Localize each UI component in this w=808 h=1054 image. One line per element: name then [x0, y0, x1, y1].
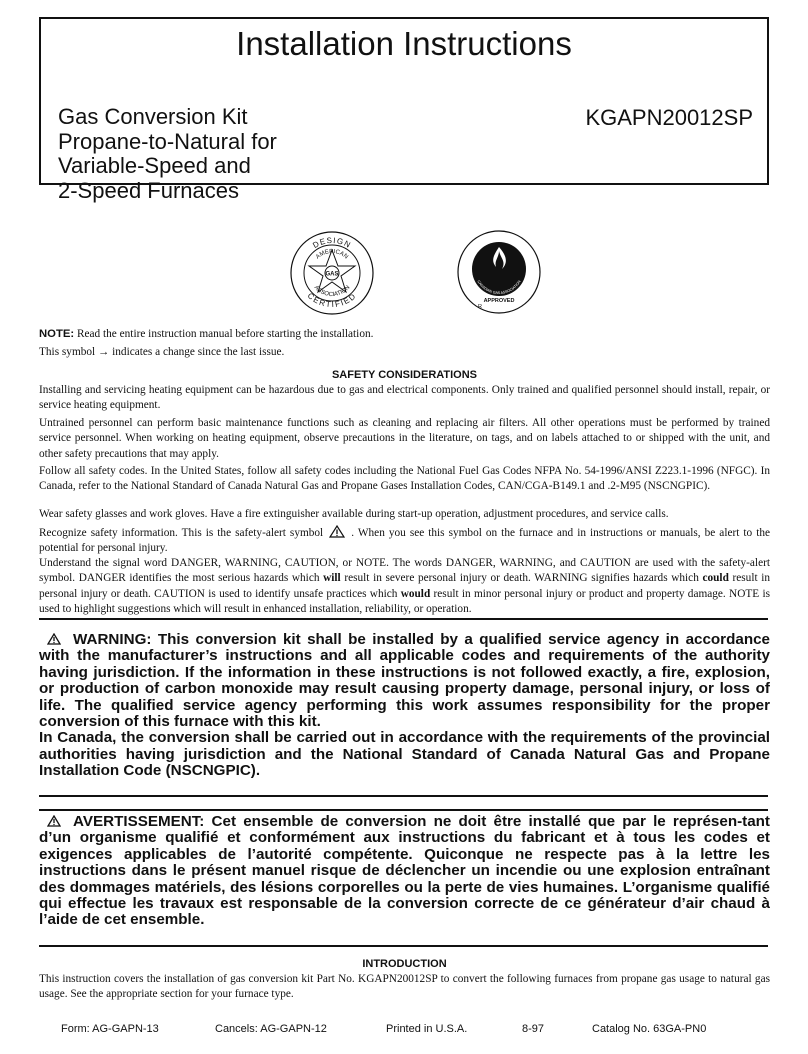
avertissement-icon — [47, 815, 61, 827]
subtitle-line: Propane-to-Natural for — [58, 128, 277, 154]
safety-paragraph-5 — [39, 525, 770, 557]
safety-paragraph-2: Untrained personnel can perform basic maintenance functions such as cleaning and replacing air filters. All other operations must be performed by trained service personnel. When working on heating equipment, observe precautions in the literature, on tags, and on labels attached to or shipped with the unit, and other safety precautions that may apply. — [39, 417, 770, 460]
footer-catalog: Catalog No. 63GA-PN0 — [592, 1023, 707, 1035]
subtitle-line: Variable-Speed and — [58, 153, 251, 178]
safety-heading: SAFETY CONSIDERATIONS — [331, 369, 478, 381]
note-text: Read the entire instruction manual before starting the installation. — [76, 328, 374, 340]
warning-text: WARNING: This conversion kit shall be installed by a qualified service agency in accordance with the manufacturer’s instructions and all applicable codes and requirements of the authority having jurisdiction. If the information in these instructions is not followed exactly, a fire, explosion, or production of carbon monoxide may result causing property damage, personal injury, or loss of life. The qualified service agency performing this work assumes responsibility for the proper conversion of this furnace with this kit. — [39, 631, 770, 731]
svg-text:ASSOCIATION — [313, 285, 352, 298]
introduction-heading: INTRODUCTION — [362, 958, 447, 970]
change-arrow-icon: → — [98, 346, 110, 358]
cga-approved-text: APPROVED — [483, 298, 515, 304]
change-symbol-line — [39, 345, 770, 360]
title-box — [39, 17, 769, 203]
subtitle-line: Gas Conversion Kit — [58, 104, 248, 129]
aga-center-text: GAS — [325, 271, 339, 278]
footer-printed: Printed in U.S.A. — [386, 1023, 468, 1035]
safety-paragraph-1: Installing and servicing heating equipment can be hazardous due to gas and electrical components. Only trained and qualified personnel should install, repair, or service heating equipment. — [39, 384, 770, 412]
warning-top-rule — [39, 618, 768, 620]
model-number: KGAPN20012SP — [585, 105, 753, 130]
svg-text:DESIGN — [311, 236, 352, 250]
safety-paragraph-3: Follow all safety codes. In the United States, follow all safety codes including the National Fuel Gas Codes NFPA No. 54-1996/ANSI Z223.1-1996 (NFGC). In Canada, refer to the National Standard of Canada Natural Gas and Propane Gases Installation Codes, CAN/CGA-B149.1 and .2-M95 (NSCNGPIC). — [39, 465, 770, 493]
warning-french — [39, 814, 770, 929]
note-line — [39, 327, 770, 342]
warning-bottom-rule — [39, 795, 768, 797]
aga-bottom-text: CERTIFIED — [305, 291, 359, 310]
cga-registered-mark: R — [478, 304, 482, 310]
footer-cancels: Cancels: AG-GAPN-12 — [215, 1023, 327, 1035]
footer-date: 8-97 — [522, 1023, 545, 1035]
introduction-text: This instruction covers the installation of gas conversion kit Part No. KGAPN20012SP to convert the following furnaces from propane gas usage to natural gas usage. See the appropriate section for your furnace type. — [39, 973, 770, 1001]
aga-ring-top-text: AMERICAN — [315, 248, 349, 261]
avertissement-text: AVERTISSEMENT: Cet ensemble de conversion ne doit être installé que par le représen-tant d’un organisme qualifié et conformément aux instructions du fabricant et à tous les codes et exigences applicables de l’autorité compétente. Quiconque ne respecte pas à la lettre les instructions dans le présent manuel risque de déclencher un incendie ou une explosion entraînant des dommages matériels, des lésions corporelles ou la perte de vies humaines. L’organisme qualifié qui effectue les travaux est responsable de la conversion correcte de ce générateur d’air chaud à l’aide de cet ensemble. — [39, 813, 770, 929]
avertissement-bottom-rule — [39, 945, 768, 947]
safety-alert-text: Recognize safety information. This is the safety-alert symbol — [39, 527, 324, 539]
document-subtitle — [58, 105, 277, 203]
warning-icon — [47, 633, 61, 645]
cga-approved-logo — [456, 229, 542, 315]
aga-design-certified-logo — [289, 230, 375, 316]
aga-ring-bottom-text: ASSOCIATION — [312, 284, 352, 299]
safety-paragraph-4: Wear safety glasses and work gloves. Have a fire extinguisher available during start-up operation, adjustment procedures, and service calls. — [39, 508, 669, 520]
change-symbol-text-post: indicates a change since the last issue. — [112, 346, 285, 358]
safety-alert-icon — [329, 525, 345, 538]
svg-text:AMERICAN — [315, 249, 349, 261]
warning-canada-text: In Canada, the conversion shall be carried out in accordance with the requirements of the provincial authorities having jurisdiction and the National Standard of Canada Natural Gas and Propane Installation Code (NSCNGPIC). — [39, 729, 770, 780]
subtitle-line: 2-Speed Furnaces — [58, 177, 239, 203]
warning-english — [39, 632, 770, 780]
change-symbol-text: This symbol — [39, 346, 96, 358]
safety-paragraph-6: Understand the signal word DANGER, WARNING, CAUTION, or NOTE. The words DANGER, WARNING, and CAUTION are used with the safety-alert symbol. DANGER identifies the most serious hazards which will result in severe personal injury or death. WARNING signifies hazards which could result in personal injury or death. CAUTION is used to identify unsafe practices which would result in minor personal injury or product and property damage. NOTE is used to highlight suggestions which will result in enhanced installation, reliability, or operation. — [39, 557, 771, 615]
footer-form: Form: AG-GAPN-13 — [61, 1023, 159, 1035]
avertissement-top-rule — [39, 809, 768, 811]
cga-ring-text: CANADIAN GAS ASSOCIATION — [476, 279, 522, 296]
page-title: Installation Instructions — [236, 25, 572, 62]
safety-alert-text-post: . When you see this symbol on the furnace and in instructions or manuals, be alert to the potential for personal injury. — [39, 527, 770, 555]
aga-top-text: DESIGN — [311, 235, 353, 251]
note-label: NOTE: — [39, 328, 75, 340]
